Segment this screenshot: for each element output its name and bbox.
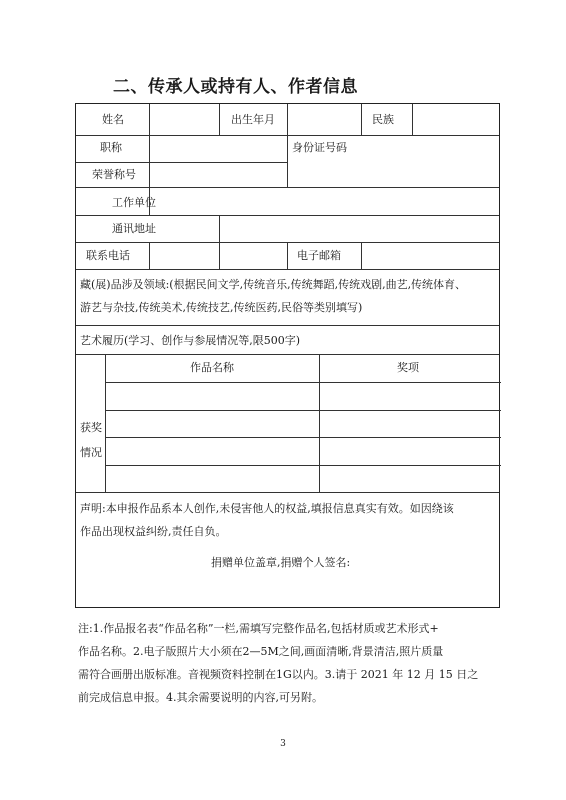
honor-label: 荣誉称号 <box>92 168 136 181</box>
note-line: 前完成信息申报。4.其余需要说明的内容,可另附。 <box>78 691 323 704</box>
notes-block <box>78 617 498 709</box>
art-resume-label: 艺术履历(学习、创作与参展情况等,限500字) <box>80 334 301 347</box>
address-label: 通讯地址 <box>112 222 156 235</box>
col-divider <box>361 104 362 135</box>
awards-label-line1: 获奖 <box>80 421 102 434</box>
work-unit-label: 工作单位 <box>112 196 156 209</box>
info-form-table <box>75 103 500 608</box>
awards-label-line2: 情况 <box>80 446 102 459</box>
row-divider <box>76 354 499 355</box>
col-divider <box>361 242 362 269</box>
birth-label: 出生年月 <box>231 113 275 126</box>
row-divider <box>76 492 499 493</box>
row-divider <box>76 162 287 163</box>
collection-domain-text: 藏(展)品涉及领域:(根据民间文学,传统音乐,传统舞蹈,传统戏剧,曲艺,传统体育、 游艺与杂技,传统美术,传统技艺,传统医药,民俗等类别填写) <box>80 278 467 314</box>
row-divider <box>76 187 499 188</box>
col-divider <box>149 242 150 269</box>
col-divider <box>219 104 220 135</box>
id-number-label: 身份证号码 <box>292 141 347 154</box>
row-divider <box>105 465 501 466</box>
col-divider <box>105 354 106 492</box>
col-divider <box>287 242 288 269</box>
col-divider <box>287 104 288 187</box>
work-name-header: 作品名称 <box>190 361 234 374</box>
col-divider <box>319 354 320 492</box>
ethnicity-label: 民族 <box>372 113 394 126</box>
row-divider <box>105 410 501 411</box>
row-divider <box>105 382 501 383</box>
declaration-text: 声明:本申报作品系本人创作,未侵害他人的权益,填报信息真实有效。如因绕该 作品出现权益纠纷,责任自负。 <box>80 502 454 538</box>
note-line: 作品名称。2.电子版照片大小须在2—5M之间,画面清晰,背景清洁,照片质量 <box>78 645 444 658</box>
signature-line: 捐赠单位盖章,捐赠个人签名: <box>211 556 351 569</box>
award-header: 奖项 <box>397 361 419 374</box>
row-divider <box>105 437 501 438</box>
note-line: 注:1.作品报名表“作品名称”一栏,需填写完整作品名,包括材质或艺术形式+ <box>78 622 439 635</box>
col-divider <box>219 215 220 269</box>
col-divider <box>412 104 413 135</box>
email-label: 电子邮箱 <box>297 249 341 262</box>
note-line: 需符合画册出版标准。音视频资料控制在1G以内。3.请于 2021 年 12 月 15 日之 <box>78 668 479 681</box>
page-number: 3 <box>280 739 286 749</box>
position-label: 职称 <box>100 141 122 154</box>
row-divider <box>76 215 499 216</box>
row-divider <box>76 269 499 270</box>
section-heading: 二、传承人或持有人、作者信息 <box>113 77 358 97</box>
row-divider <box>76 325 499 326</box>
phone-label: 联系电话 <box>86 249 130 262</box>
name-label: 姓名 <box>102 113 124 126</box>
